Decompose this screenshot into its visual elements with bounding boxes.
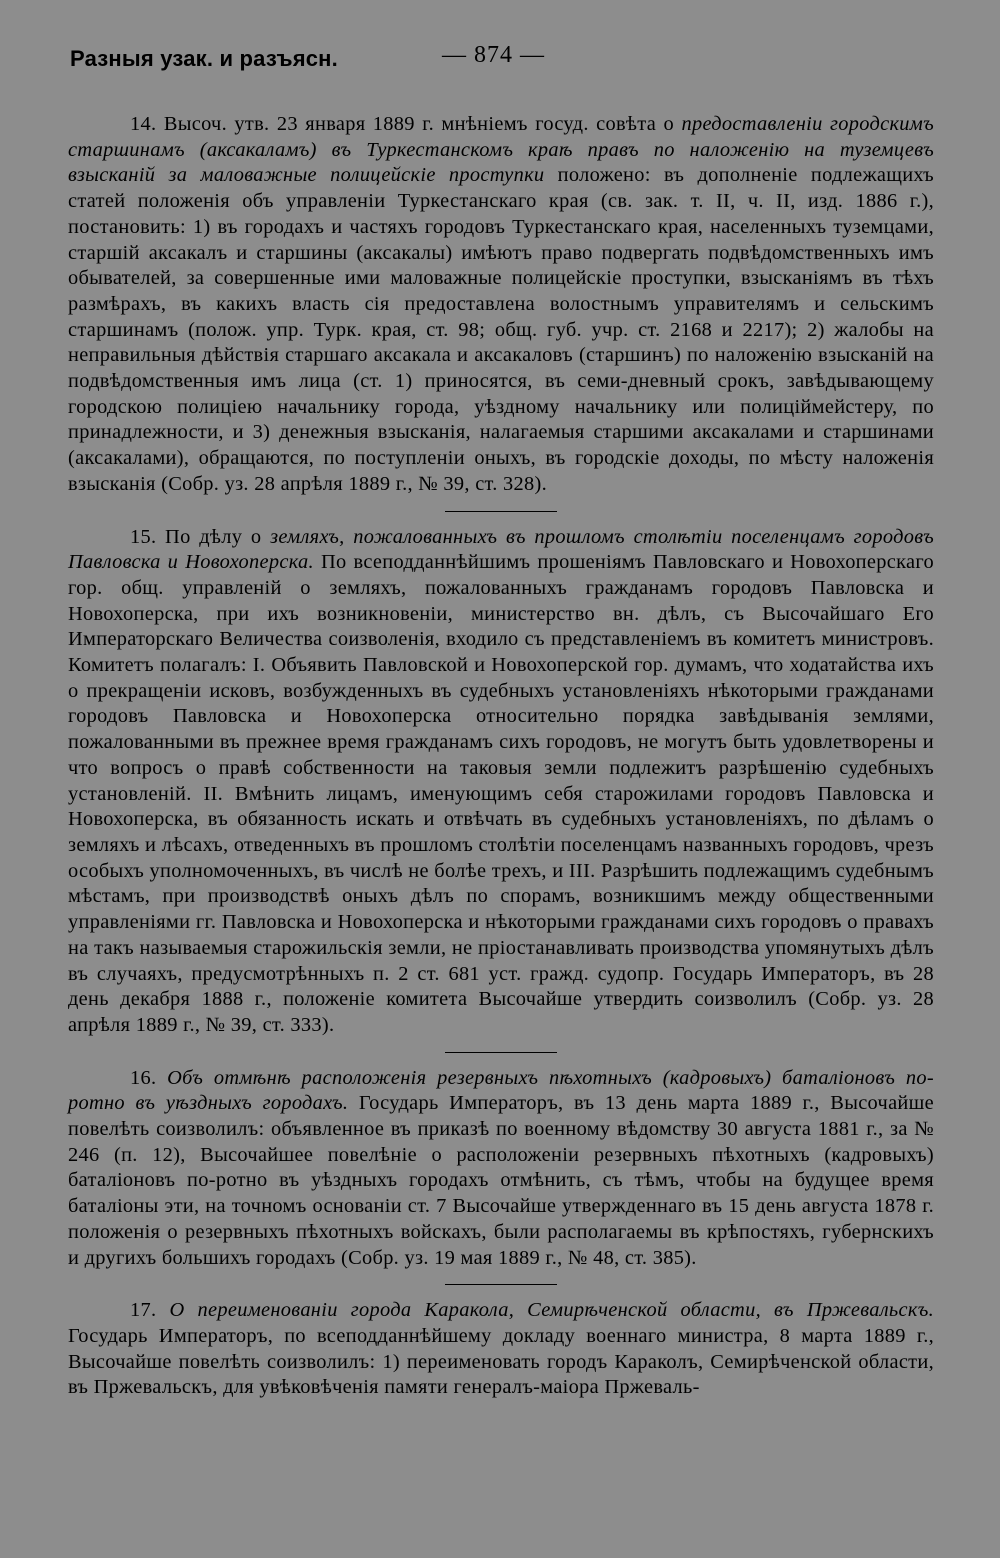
article-lead: 16.	[130, 1066, 168, 1089]
article-lead: 17.	[130, 1299, 170, 1322]
section-divider	[445, 511, 557, 512]
article-text: Государь Императоръ, въ 13 день марта 1889 г., Высочайше повелѣть соизволилъ: объявленное въ приказѣ по военному вѣдомству 30 августа 1881 г., за № 246 (п. 12), Высочайшее повелѣніе о расположеніи резервныхъ пѣхотныхъ (кадровыхъ) баталіоновъ по-ротно въ уѣздныхъ городахъ отмѣнить, съ тѣмъ, чтобы на будущее время баталіоны эти, на точномъ основаніи ст. 7 Высочайше утвержденнаго въ 15 день августа 1878 г. положенія о резервныхъ пѣхотныхъ войскахъ, были располагаемы въ крѣпостяхъ, губернскихъ и другихъ большихъ городахъ (Собр. уз. 19 мая 1889 г., № 48, ст. 385).	[68, 1092, 934, 1269]
article-14	[68, 112, 934, 498]
article-15	[68, 525, 934, 1039]
page-number: — 874 —	[442, 42, 545, 68]
article-text: По всеподданнѣйшимъ прошеніямъ Павловскаго и Новохоперскаго гор. общ. управленій о земляхъ, пожалованныхъ гражданамъ городовъ Павловска и Новохоперска, при ихъ возникновеніи, министерство вн. дѣлъ, съ Высочайшаго Его Императорскаго Величества соизволенія, входило съ представленіемъ въ комитетъ министровъ. Комитетъ полагалъ: I. Объявить Павловской и Новохоперской гор. думамъ, что ходатайства ихъ о прекращеніи исковъ, возбужденныхъ въ судебныхъ установленіяхъ нѣкоторыми гражданами городовъ Павловска и Новохоперска относительно порядка завѣдыванія землями, пожалованными въ прежнее время гражданамъ сихъ городовъ, не могутъ быть удовлетворены и что вопросъ о правѣ собственности на таковыя земли подлежитъ разрѣшенію судебныхъ установленій. II. Вмѣнить лицамъ, именующимъ себя старожилами городовъ Павловска и Новохоперска, въ обязанность искать и отвѣчать въ судебныхъ установленіяхъ, по дѣламъ о земляхъ и лѣсахъ, отведенныхъ въ прошломъ столѣтіи поселенцамъ названныхъ городовъ, чрезъ особыхъ уполномоченныхъ, въ числѣ не болѣе трехъ, и III. Разрѣшить подлежащимъ судебнымъ мѣстамъ, при производствѣ оныхъ дѣлъ по спорамъ, возникшимъ между общественными управленіями гг. Павловска и Новохоперска и нѣкоторыми гражданами сихъ городовъ о правахъ на такъ называемыя старожильскія земли, не пріостанавливать производства упомянутыхъ дѣлъ въ случаяхъ, предусмотрѣнныхъ п. 2 ст. 681 уст. гражд. судопр. Государь Императоръ, въ 28 день декабря 1888 г., положеніе комитета Высочайше утвердить соизволилъ (Собр. уз. 28 апрѣля 1889 г., № 39, ст. 333).	[68, 551, 934, 1036]
article-lead: 14. Высоч. утв. 23 января 1889 г. мнѣніемъ госуд. совѣта о	[130, 113, 682, 135]
article-16	[68, 1066, 934, 1272]
article-lead: 15. По дѣлу о	[130, 525, 271, 548]
article-subject: Объ отмѣнѣ расположенія резервныхъ пѣхотныхъ (кадровыхъ) баталіоновъ по-ротно въ уѣздныхъ городахъ.	[68, 1066, 934, 1115]
running-section-title: Разныя узак. и разъясн.	[70, 46, 338, 71]
section-divider	[445, 1284, 557, 1285]
article-text: Государь Императоръ, по всеподданнѣйшему докладу военнаго министра, 8 марта 1889 г., Высочайше повелѣть соизволилъ: 1) переименовать городъ Караколъ, Семирѣченской области, въ Пржевальскъ, для увѣковѣченія памяти генералъ-маіора Пржеваль-	[68, 1324, 934, 1399]
page-header	[70, 42, 930, 82]
page-body	[68, 112, 934, 1401]
article-text: положено: въ дополненіе подлежащихъ статей положенія объ управленіи Туркестанскаго края (св. зак. т. II, ч. II, изд. 1886 г.), постановить: 1) въ городахъ и частяхъ городовъ Туркестанскаго края, населенныхъ туземцами, старшій аксакалъ и старшины (аксакалы) имѣютъ право подвергать подвѣдомственныхъ имъ обывателей, за совершенные ими маловажные полицейскіе проступки, взысканіямъ въ тѣхъ размѣрахъ, въ какихъ власть сія предоставлена волостнымъ управителямъ и сельскимъ старшинамъ (полож. упр. Турк. края, ст. 98; общ. губ. учр. ст. 2168 и 2217); 2) жалобы на неправильныя дѣйствія старшаго аксакала и аксакаловъ (старшинъ) по наложенію взысканій на подвѣдомственныя имъ лица (ст. 1) приносятся, въ семи-дневный срокъ, завѣдывающему городскою полиціею начальнику города, уѣздному начальнику или полиціймейстеру, по принадлежности, и 3) денежныя взысканія, налагаемыя старшими аксакалами и старшинами (аксакалами), обращаются, по поступленіи оныхъ, въ городскіе доходы, по мѣсту наложенія взысканія (Собр. уз. 28 апрѣля 1889 г., № 39, ст. 328).	[68, 164, 934, 495]
article-subject: предоставленіи городскимъ старшинамъ (аксакаламъ) въ Туркестанскомъ краѣ правъ по наложенію на туземцевъ взысканій за маловажные полицейскіе проступки	[68, 113, 934, 187]
article-subject: О переименованіи города Каракола, Семирѣченской области, въ Пржевальскъ.	[169, 1299, 934, 1322]
article-17	[68, 1298, 934, 1401]
article-subject: земляхъ, пожалованныхъ въ прошломъ столѣтіи поселенцамъ городовъ Павловска и Новохоперска.	[68, 525, 934, 574]
section-divider	[445, 1052, 557, 1053]
